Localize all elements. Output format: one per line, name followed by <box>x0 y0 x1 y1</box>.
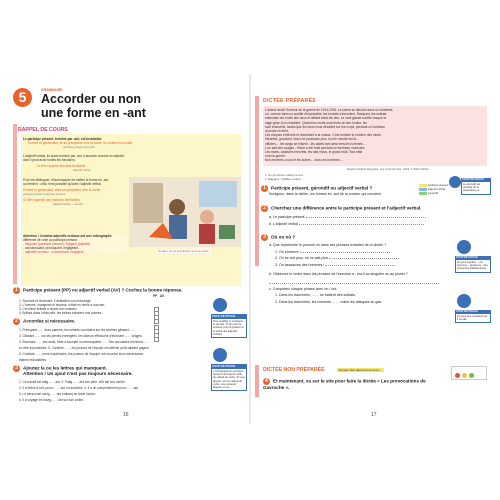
rappel-2c: Le film rappelle des faits terrifiants. <box>37 164 87 169</box>
dictee-bar <box>255 96 259 266</box>
right-q4-number: 4 <box>263 378 270 385</box>
dictee-text <box>265 108 485 163</box>
attention-box <box>23 234 127 254</box>
coup-r3-title: COUP DE POUCE <box>455 310 491 313</box>
rappel-1c: participe présent gérondif <box>63 145 95 150</box>
q3-b: b. Observez le verbe dans les phrases de l'exercice a : est-il au singulier ou au pluriel ? <box>269 272 408 276</box>
col-av: AV <box>159 294 165 298</box>
rappel-1a: Le participe présent, terminé par -ant, est invariable. <box>23 137 103 141</box>
right-q3-title <box>261 234 461 241</box>
dictee-source: D'après Roland Dorgelès, Les Croix de bois, 1919, © Albin Michel <box>347 167 429 171</box>
text-line: où, comme dans un souffle d'impossible, les tombes s'écroulent. Rampant, les soldats <box>265 112 387 117</box>
legend-item: adjectif verbal <box>419 187 448 191</box>
exercise-1-number: 1 <box>13 287 20 294</box>
q3-a1-field[interactable] <box>300 252 390 253</box>
right-q1-text: Participe présent, gérondif ou adjectif verbal ? <box>271 185 373 191</box>
ex2-line: 2. Glissant…… sur les pentes enneigées, les skieurs effectuent d'étonnant…… virages. <box>19 334 143 338</box>
dnp-bar <box>255 365 259 397</box>
coup-r2-title: COUP DE POUCE <box>455 256 491 259</box>
legend-swatch-green <box>419 192 427 195</box>
exercise-1-title <box>13 287 213 294</box>
q3-a1-row: 1. On s'enterre <box>269 249 449 256</box>
rappel-bar <box>13 124 17 284</box>
illustration-svg <box>129 177 241 247</box>
rappel-1b: Hurlant et gesticulant, ils se précipitent vers la sortie. Ils sortent en hurlant. <box>28 141 134 146</box>
smiley-yellow-icon[interactable] <box>462 373 467 378</box>
text-line: Nos ennemis, nous et les autres… tous ces hommes… <box>265 158 343 163</box>
ex3-line: 6. Il a voyagé en navig…… ant sur son voilier. <box>19 398 84 402</box>
q2-b-row: b. L'adjectif verbal <box>269 221 469 228</box>
illustration <box>129 177 241 247</box>
q3-c1: 1. Dans les tranchées, …… se battent des soldats. <box>275 293 356 297</box>
chapter-badge <box>13 88 32 107</box>
rappel-3f: adjectif verbal — accord <box>53 202 84 207</box>
right-q4-text: Et maintenant, va sur le site pour faire la dictée « Les provocations de Gavroche ». <box>263 378 426 390</box>
coup-de-pouce-1 <box>211 314 247 338</box>
page-title-line2: une forme en -ant <box>41 106 146 120</box>
text-line: officiers… les rangs se brisent…les balles font ainsi vers les hommes… <box>265 141 366 146</box>
rappel-3c: Hurlant et gesticulant, elles se précipitent vers la sortie. <box>23 188 101 193</box>
text-line: Les morts, cadavres meurtris, les rats repus, le grand bruit. Tout était <box>265 150 363 155</box>
coup-r2-text: On peut signifier : - les hommes, - quelqu'un - des personnes indéterminées. <box>455 259 491 273</box>
vocab-2: 2. Bagages : habillée couleur… <box>265 176 304 181</box>
q3-a: a. Que représente le pronom on dans ces phrases extraites de la dictée ? <box>269 243 387 247</box>
rappel-3e: Ce film rappelle des histoires terrifiantes. <box>23 198 81 203</box>
legend-item: gérondif <box>419 191 448 195</box>
ex2-line: 3. Étonnant…… ses amis, Sam a accepté un remarquable…… Ses accolades étonnent…… <box>19 340 150 344</box>
exercise-3-list <box>19 379 204 403</box>
mascot-owl-2 <box>213 348 227 362</box>
coup1-title: COUP DE POUCE <box>211 314 247 318</box>
q3-c2: 2. Dans les tranchées, les hommes …… craint les attaques au gaz. <box>275 299 383 304</box>
q3-c: c. Complétez chaque phrase avec on / ont. <box>269 286 338 291</box>
coup-r-text: Le gérondif est précédé de la préposition en. <box>461 181 491 195</box>
coup-r-title: COUP DE POUCE <box>461 178 491 181</box>
coup2-title: COUP DE POUCE <box>211 364 247 368</box>
ex3-line: 1. Ce travail est fatig…… ant. 2. Fatig…… ant son père, elle fait son cartier. <box>19 380 126 384</box>
attention-c: - fatiguant (participe présent) / fatigant (adjectif) <box>23 242 90 247</box>
ex3-line: 5. Le personnel navig…… ant embarq ue dans l'avion. <box>19 392 96 396</box>
vocab-notes <box>265 174 304 181</box>
attention-a: Attention ! Certains adjectifs verbaux ont une orthographe <box>23 234 112 238</box>
right-q2-number: 2 <box>261 205 268 212</box>
text-line: c'est la guerre. <box>265 154 286 159</box>
coup2-text: L'orthographe du participe présent est toujours celle du radical du verbe. Si vous ajoutez -ant au radical du verbe, vous obtenez fatiguer et vos… <box>211 368 247 391</box>
rappel-2d: adjectif verbal <box>73 168 91 173</box>
exercise-3-number: 3 <box>13 365 20 372</box>
ex1-checkboxes <box>154 299 178 315</box>
smiley-red-icon[interactable] <box>455 373 460 378</box>
text-line: sont ensevelis, tandis que les obus nous dévalent sur les corps, pendant ce tombeau <box>265 124 385 129</box>
q3-a3-field[interactable] <box>325 265 395 266</box>
rappel-section-3 <box>23 178 127 207</box>
q2-a-row: a. Le participe présent <box>269 214 469 221</box>
book-spread <box>7 74 493 424</box>
col-pp: PP <box>153 294 158 298</box>
rappel-3d: participe présent participe présent <box>23 192 66 197</box>
dnp-title: DICTÉE NON PRÉPARÉE <box>263 367 325 373</box>
exercise-3-text-a: Ajoutez la ou les lettres qui manquent. <box>23 365 107 371</box>
ex1-col-headers <box>153 294 173 298</box>
ex3-line: 3. Il a freiné à but, provo…… ant un accident. 4. Il a un comportement provo…… ant. <box>19 386 139 390</box>
coup-de-pouce-2 <box>211 364 247 391</box>
right-q1-number: 1 <box>261 185 268 192</box>
ex1-line: 3. Cet élève brillant a réussi son examen. <box>19 307 78 312</box>
rappel-section-2 <box>23 154 233 172</box>
attention-b: différente de celle du participe présent : <box>23 238 79 243</box>
dictee-title: DICTÉE PRÉPARÉE <box>263 98 317 104</box>
text-line: la pente en terre. <box>265 129 290 134</box>
coup-de-pouce-right-2 <box>455 256 491 273</box>
chapter-subtitle: GRAMMAIRE <box>41 88 63 92</box>
right-page <box>251 74 493 424</box>
right-q3-text: Où ou où ? <box>271 234 296 240</box>
rappel-2b: dont il peut avoir toutes les fonctions. <box>23 158 76 163</box>
rappel-3a: Pour les distinguer, il faut essayer de mettre la forme en -ant <box>23 178 109 182</box>
exercise-2-list <box>19 327 209 363</box>
q3-a3-row: 3. On assassine des hommes ! <box>269 262 449 269</box>
right-q3-body <box>269 242 449 305</box>
page-number-left: 16 <box>123 412 129 418</box>
right-q2-answers <box>269 214 469 228</box>
text-line: L'auteur décrit l'horreur de la guerre de 1914-1918. La scène se déroule dans un cimetière, <box>265 108 394 112</box>
audio-controls[interactable] <box>451 366 487 380</box>
right-q1-sub: Surlignez, dans la dictée, les formes en -ant de la couleur qui convient. <box>269 192 382 196</box>
right-q4-title <box>263 378 448 391</box>
q2-a-field[interactable] <box>306 217 426 218</box>
rappel-section-1 <box>23 137 233 149</box>
exercise-2-text: Accordez si nécessaire. <box>23 318 76 324</box>
ex1-line: 4. Brillant dans l'obscurité, les étoiles éclairent nos soirées. <box>19 311 103 316</box>
right-q3-number: 3 <box>261 234 268 241</box>
right-q2-text: Cherchez une différence entre le participe présent et l'adjectif verbal. <box>271 205 422 211</box>
exercise-3-text-b: Attention ! Un ajout n'est pas toujours nécessaire. <box>23 371 133 376</box>
legend-item: participe présent <box>419 183 448 187</box>
exercise-2-title <box>13 318 203 325</box>
page-title-line1: Accorder ou non <box>41 92 142 106</box>
mascot-owl-right-3 <box>457 294 471 308</box>
mascot-owl-right <box>449 176 461 188</box>
text-line: Les cloques s'élèvent et retombent à la masse. C'est tombée le nombre des morts <box>265 133 381 138</box>
mascot-owl-1 <box>213 298 227 312</box>
attention-e: - adjectifs verbaux : convaincant, négligent… <box>23 250 87 255</box>
page-number-right: 17 <box>371 412 377 418</box>
right-q2-title <box>261 205 471 212</box>
ex2-line: en être épouvantés. 5. Confiant……, les joueurs de l'équipe ont affirmé qu'ils allaient gagner. <box>19 346 150 350</box>
text-line: L'on sait des nuages ; l'hiver a été froid pendant ce tombeau mortuaire, <box>265 145 366 150</box>
ex2-line: 1. Prévoyant…… leurs parents, les enfants courraient sur les sentiers glissant…… <box>19 328 136 332</box>
highlight-legend <box>419 183 448 195</box>
rappel-3b: au féminin : celui n'est possible qu'avec l'adjectif verbal. <box>23 182 102 187</box>
text-line: entendent les bruits des obus et sifflant dans les airs. Le vent glacial souffle lorsque la <box>265 116 387 121</box>
illustration-caption: Hurlant, ils se précipitent vers la sortie. <box>158 249 210 253</box>
coup-de-pouce-right-3 <box>455 310 491 323</box>
rappel-title: RAPPEL DE COURS <box>18 127 68 133</box>
mascot-owl-right-2 <box>457 240 471 254</box>
coup-de-pouce-right-1 <box>461 178 491 195</box>
q3-a2-row: 2. On se voit plus, on ne sait plus <box>269 255 449 262</box>
q3-b-field[interactable] <box>269 278 439 284</box>
ex2-line: étaient redoutables. <box>19 358 47 362</box>
q2-b-field[interactable] <box>299 224 424 225</box>
smiley-green-icon[interactable] <box>469 373 474 378</box>
exercise-1-text: Participe présent (PP) ou adjectif verbal (AV) ? Cochez la bonne réponse. <box>23 287 183 293</box>
dnp-tag: Ecoutez bien attentivement avec… <box>339 368 383 372</box>
q3-a2-field[interactable] <box>329 258 399 259</box>
attention-d: - convainquant, provoquant, négligeant… <box>23 246 82 251</box>
ex1-line: 2. L'homme, mangeant le bouteur, s'était en remis à coucher. <box>19 303 106 308</box>
ex1-line: 1. Souriant et charmant, il déblatère son entourage. <box>19 299 92 303</box>
rappel-2a: L'adjectif verbal, lui aussi terminé par -ant, s'accorde comme un adjectif <box>23 154 124 158</box>
coup-r3-text: On peut être remplacé par il ou elle. <box>455 313 491 323</box>
coup1-text: Pour qualifier Il, remplace-le par elle. Si l'on peut le soulever pour le présent et le verbe des adjectifs verbaux. <box>211 318 247 338</box>
exercise-2-number: 2 <box>13 318 20 325</box>
text-line: ébranlés, grondant. Nous ne poussons plus, tout le monde est là… <box>265 137 360 142</box>
text-line: cage grise d'un cimetière. Quand les morts sont levés de leur tombe, les <box>265 120 367 125</box>
right-q1-title <box>261 185 436 192</box>
ex2-line: 6. Confiant……, leurs inquiétudes, les joueurs de l'équipe ont recontré leurs adversaires <box>19 352 144 356</box>
vocab-1: 1. Ce qui donne, estime le sud. <box>265 173 304 177</box>
chapter-number: 5 <box>18 89 27 105</box>
left-page <box>7 74 249 424</box>
